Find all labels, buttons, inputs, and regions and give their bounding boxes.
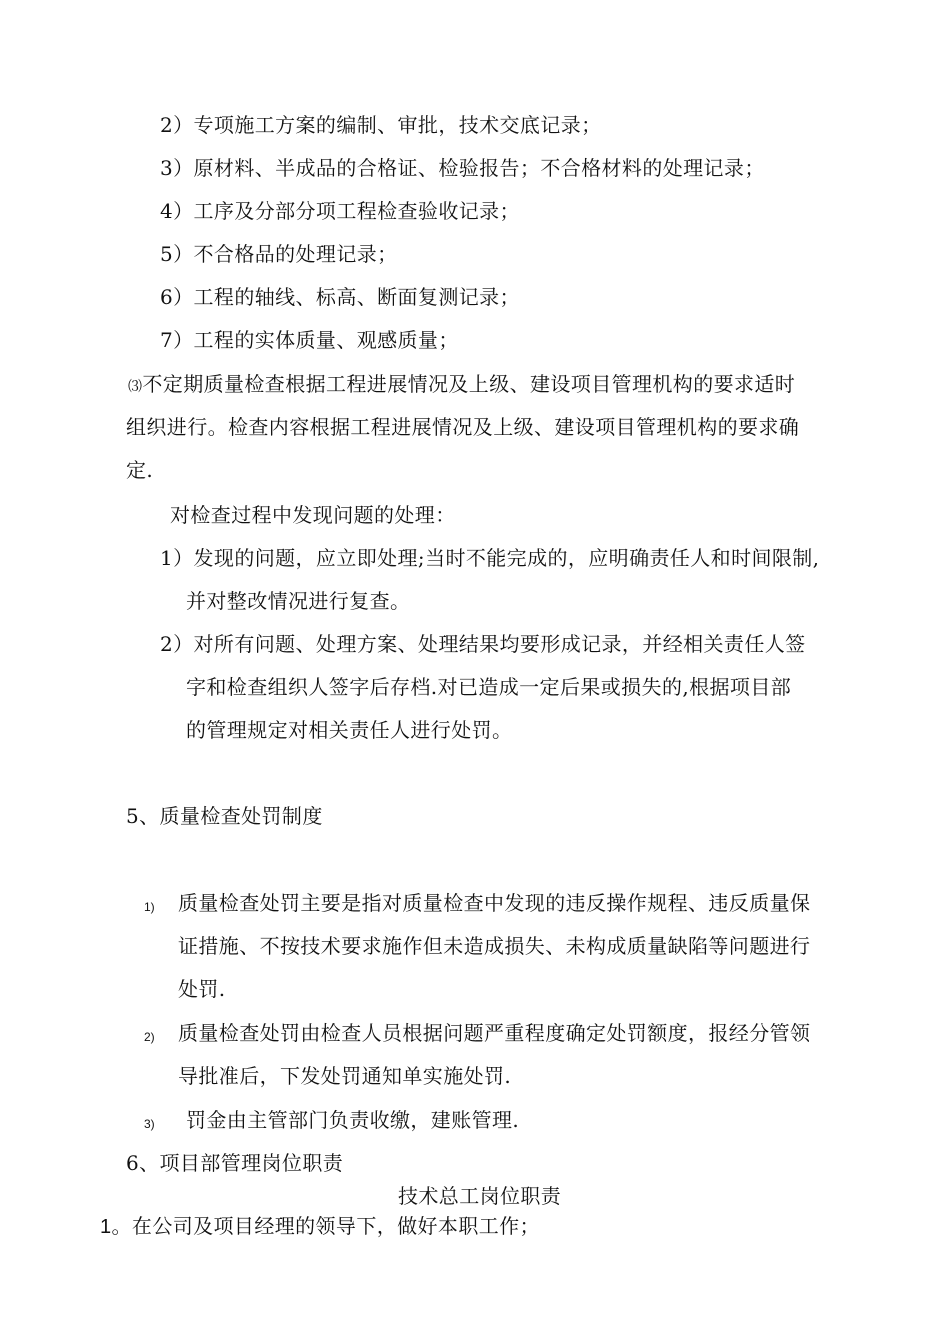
section-heading: 6、项目部管理岗位职责: [126, 1151, 344, 1175]
list-number: 7）: [160, 328, 194, 352]
list-text: 。在公司及项目经理的领导下，做好本职工作；: [111, 1214, 540, 1238]
list-text: 对所有问题、处理方案、处理结果均要形成记录，并经相关责任人签: [193, 632, 806, 656]
list-number: 2): [144, 1030, 155, 1044]
list-item: [160, 241, 398, 267]
list-item: [160, 198, 520, 224]
list-item: [100, 1213, 540, 1240]
paragraph-text: 不定期质量检查根据工程进展情况及上级、建设项目管理机构的要求适时: [142, 372, 796, 396]
paragraph-line: 定.: [126, 458, 154, 482]
list-text-continuation: 字和检查组织人签字后存档.对已造成一定后果或损失的,根据项目部: [186, 675, 792, 699]
handling-intro: 对检查过程中发现问题的处理：: [170, 503, 456, 527]
list-item: [160, 327, 459, 353]
list-text-continuation: 导批准后，下发处罚通知单实施处罚.: [178, 1064, 512, 1088]
list-number: 4）: [160, 199, 194, 223]
list-text: 质量检查处罚主要是指对质量检查中发现的违反操作规程、违反质量保: [178, 891, 811, 915]
list-number: 1）: [160, 546, 194, 570]
section-heading: 5、质量检查处罚制度: [126, 804, 323, 828]
list-item: [160, 545, 819, 571]
list-item: [160, 155, 765, 181]
list-number: 3): [144, 1117, 155, 1131]
list-number: 2）: [160, 113, 194, 137]
list-text-continuation: 并对整改情况进行复查。: [186, 589, 411, 613]
list-text-continuation: 证措施、不按技术要求施作但未造成损失、未构成质量缺陷等问题进行: [178, 934, 811, 958]
list-number: 5）: [160, 242, 194, 266]
subtitle: 技术总工岗位职责: [398, 1184, 562, 1208]
list-text: 罚金由主管部门负责收缴，建账管理.: [186, 1108, 520, 1132]
paragraph-line: 组织进行。检查内容根据工程进展情况及上级、建设项目管理机构的要求确: [126, 415, 800, 439]
list-text: 不合格品的处理记录；: [193, 242, 398, 266]
list-text: 专项施工方案的编制、审批，技术交底记录；: [193, 113, 602, 137]
list-text-continuation: 处罚.: [178, 977, 226, 1001]
list-item: [160, 284, 520, 310]
list-text: 工序及分部分项工程检查验收记录；: [193, 199, 520, 223]
list-text: 工程的轴线、标高、断面复测记录；: [193, 285, 520, 309]
list-text: 质量检查处罚由检查人员根据问题严重程度确定处罚额度，报经分管领: [178, 1021, 811, 1045]
list-number: 2）: [160, 632, 194, 656]
list-text: 原材料、半成品的合格证、检验报告；不合格材料的处理记录；: [193, 156, 765, 180]
list-number: 6）: [160, 285, 194, 309]
list-number: 3）: [160, 156, 194, 180]
paragraph-line: [128, 371, 795, 400]
list-text-continuation: 的管理规定对相关责任人进行处罚。: [186, 718, 513, 742]
list-number: 1: [100, 1216, 112, 1238]
list-item: [160, 631, 806, 657]
list-item: [160, 112, 602, 138]
list-text: 工程的实体质量、观感质量；: [193, 328, 459, 352]
paragraph-marker: ⑶: [128, 379, 143, 395]
list-text: 发现的问题，应立即处理;当时不能完成的，应明确责任人和时间限制,: [193, 546, 820, 570]
list-number: 1): [144, 900, 155, 914]
